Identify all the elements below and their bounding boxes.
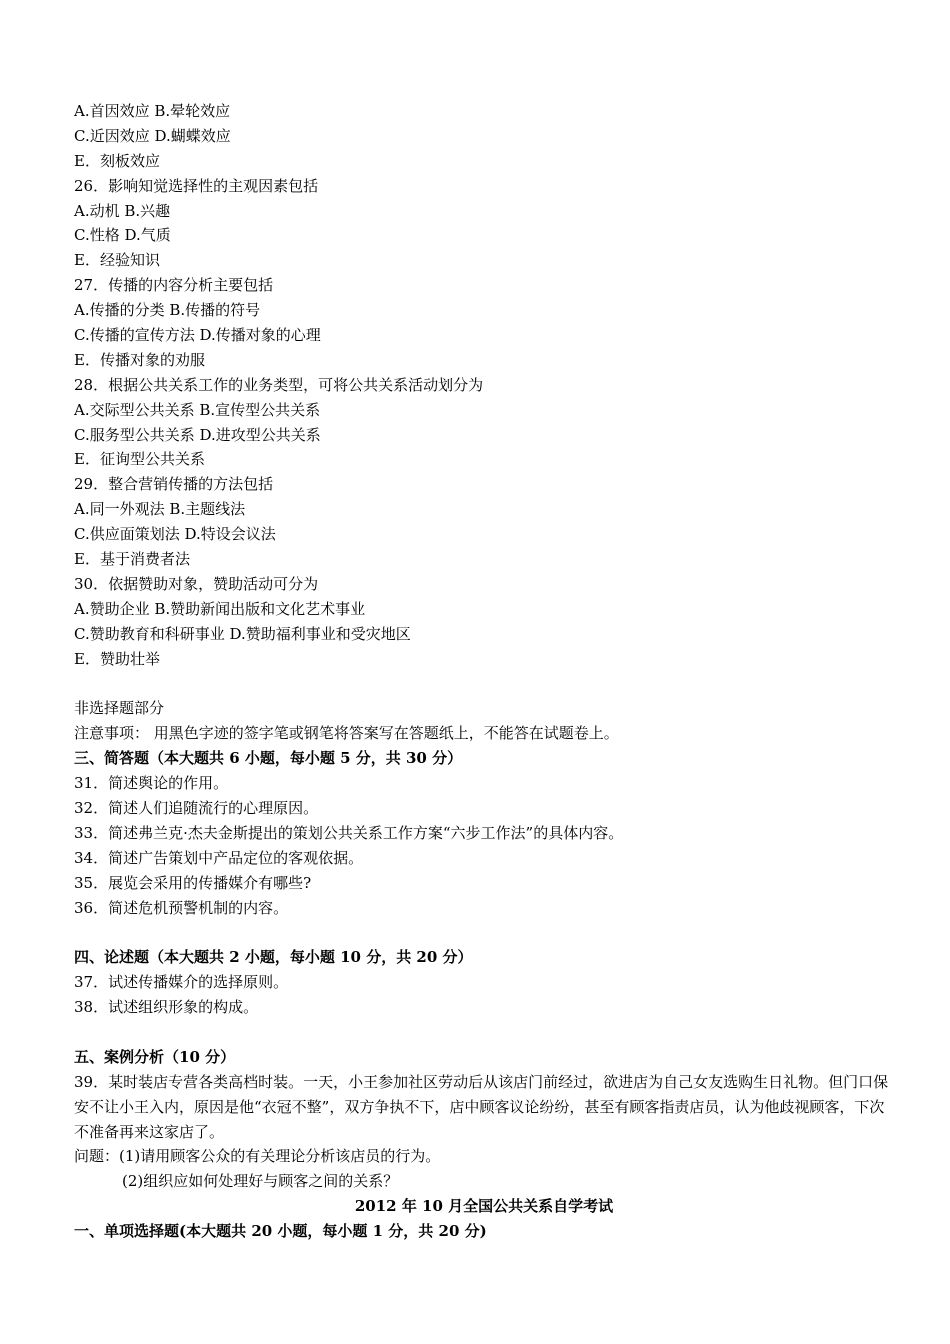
option-line: E．刻板效应 bbox=[74, 151, 160, 170]
spacer bbox=[74, 1020, 894, 1045]
section-heading: 三、简答题（本大题共 6 小题，每小题 5 分，共 30 分） bbox=[74, 749, 463, 768]
question-stem: 26．影响知觉选择性的主观因素包括 bbox=[74, 176, 319, 195]
option-line: C.赞助教育和科研事业 D.赞助福利事业和受灾地区 bbox=[74, 624, 411, 643]
option-line: C.传播的宣传方法 D.传播对象的心理 bbox=[74, 326, 321, 345]
question-line: 32．简述人们追随流行的心理原因。 bbox=[74, 798, 319, 817]
question-stem: 29．整合营销传播的方法包括 bbox=[74, 475, 274, 494]
option-line: E．赞助壮举 bbox=[74, 649, 160, 668]
case-question-1: 问题：(1)请用顾客公众的有关理论分析该店员的行为。 bbox=[74, 1147, 441, 1166]
section-heading: 五、案例分析（10 分） bbox=[74, 1047, 236, 1066]
section-heading: 四、论述题（本大题共 2 小题，每小题 10 分，共 20 分） bbox=[74, 948, 473, 967]
question-line: 36．简述危机预警机制的内容。 bbox=[74, 898, 289, 917]
option-line: E．传播对象的劝服 bbox=[74, 350, 205, 369]
question-line: 38．试述组织形象的构成。 bbox=[74, 998, 259, 1017]
option-line: E．经验知识 bbox=[74, 251, 160, 270]
option-line: C.性格 D.气质 bbox=[74, 226, 171, 245]
option-line: C.服务型公共关系 D.进攻型公共关系 bbox=[74, 425, 321, 444]
document-page bbox=[74, 99, 894, 1244]
spacer bbox=[74, 920, 894, 945]
option-line: A.动机 B.兴趣 bbox=[74, 201, 171, 220]
case-question-2: (2)组织应如何处理好与顾客之间的关系？ bbox=[122, 1172, 399, 1191]
exam-title: 2012 年 10 月全国公共关系自学考试 bbox=[354, 1197, 614, 1216]
option-line: A.传播的分类 B.传播的符号 bbox=[74, 301, 261, 320]
option-line: E．基于消费者法 bbox=[74, 550, 190, 569]
case-text: 39．某时装店专营各类高档时装。一天，小王参加社区劳动后从该店门前经过，欲进店为自己女友选购生日礼物。但门口保安不让小王入内，原因是他“衣冠不整”，双方争执不下，店中顾客议论纷纷，甚至有顾客指责店员，认为他歧视顾客，下次不准备再来这家店了。 bbox=[74, 1072, 889, 1141]
question-stem: 30．依据赞助对象，赞助活动可分为 bbox=[74, 574, 319, 593]
option-line: A.同一外观法 B.主题线法 bbox=[74, 500, 246, 519]
question-line: 34．简述广告策划中产品定位的客观依据。 bbox=[74, 848, 364, 867]
option-line: C.供应面策划法 D.特设会议法 bbox=[74, 525, 276, 544]
notice-text: 注意事项： 用黑色字迹的签字笔或钢笔将答案写在答题纸上，不能答在试题卷上。 bbox=[74, 724, 619, 743]
non-choice-title: 非选择题部分 bbox=[74, 699, 165, 718]
question-line: 31．简述舆论的作用。 bbox=[74, 774, 229, 793]
question-stem: 28．根据公共关系工作的业务类型，可将公共关系活动划分为 bbox=[74, 375, 484, 394]
question-line: 33．简述弗兰克·杰夫金斯提出的策划公共关系工作方案“六步工作法”的具体内容。 bbox=[74, 823, 624, 842]
spacer bbox=[74, 671, 894, 696]
question-line: 35．展览会采用的传播媒介有哪些? bbox=[74, 873, 312, 892]
option-line: C.近因效应 D.蝴蝶效应 bbox=[74, 126, 231, 145]
option-line: A.首因效应 B.晕轮效应 bbox=[74, 102, 231, 120]
question-stem: 27．传播的内容分析主要包括 bbox=[74, 276, 274, 295]
option-line: E．征询型公共关系 bbox=[74, 450, 205, 469]
question-line: 37．试述传播媒介的选择原则。 bbox=[74, 973, 289, 992]
section-heading: 一、单项选择题(本大题共 20 小题，每小题 1 分，共 20 分) bbox=[74, 1222, 487, 1241]
option-line: A.交际型公共关系 B.宣传型公共关系 bbox=[74, 400, 321, 419]
option-line: A.赞助企业 B.赞助新闻出版和文化艺术事业 bbox=[74, 599, 366, 618]
